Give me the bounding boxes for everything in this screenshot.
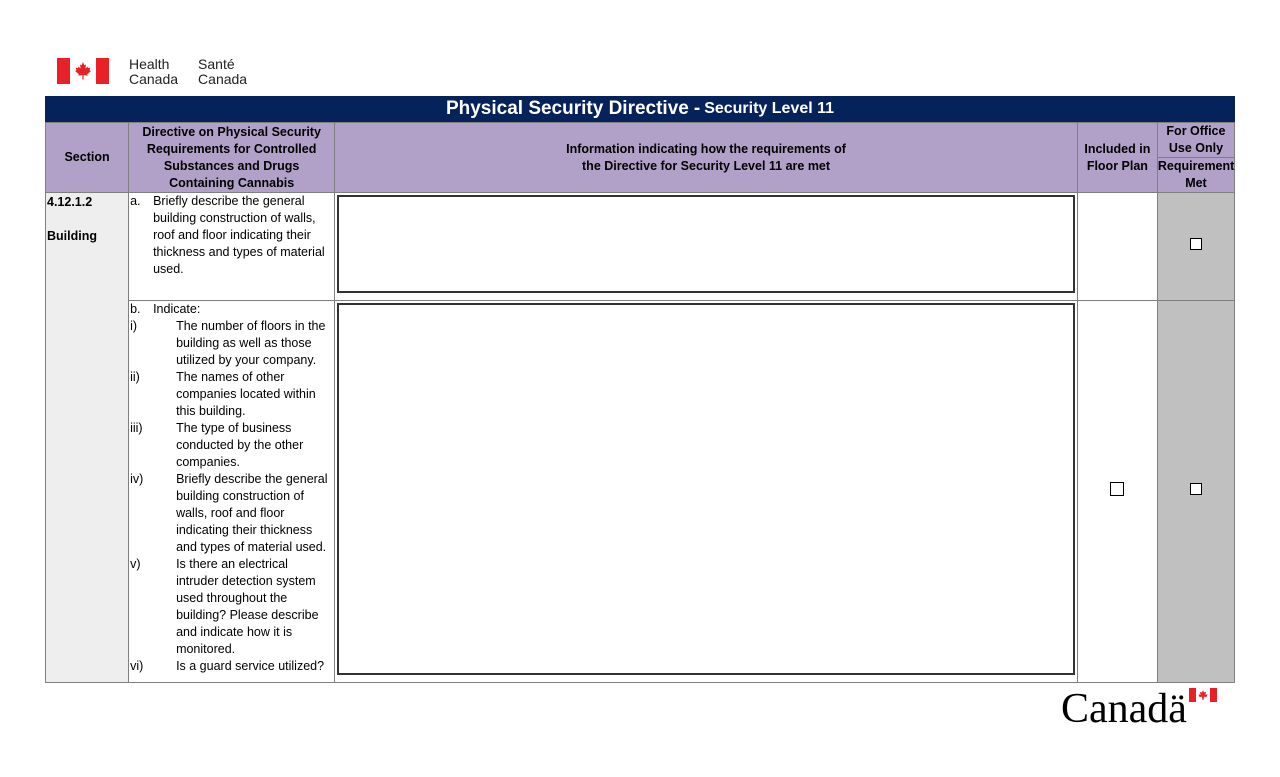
list-item xyxy=(130,556,333,658)
requirement-met-checkbox[interactable] xyxy=(1190,483,1202,495)
req-header-line2: Met xyxy=(1185,176,1207,190)
section-number: 4.12.1.2 xyxy=(47,195,93,209)
header-row-1 xyxy=(46,123,1235,158)
sub-marker: i) xyxy=(130,319,138,333)
sub-marker: iii) xyxy=(130,421,143,435)
sub-marker: v) xyxy=(130,557,141,571)
sub-marker: ii) xyxy=(130,370,140,384)
directive-cell-b xyxy=(129,301,335,683)
item-marker: b. xyxy=(130,302,141,316)
dept-en-line2: Canada xyxy=(129,71,179,87)
title-sub: Security Level 11 xyxy=(704,100,835,117)
canada-wordmark xyxy=(1061,686,1221,731)
col-header-section: Section xyxy=(46,123,129,193)
req-header-line1: Requirement xyxy=(1157,159,1235,173)
included-cell-b xyxy=(1077,301,1157,683)
title-main: Physical Security Directive xyxy=(445,98,689,119)
sub-text: The names of other companies located within this building. xyxy=(176,370,316,418)
info-input-b[interactable] xyxy=(337,303,1075,675)
office-header-line1: For Office xyxy=(1166,124,1226,138)
security-directive-form xyxy=(45,96,1235,683)
wordmark-flag-icon xyxy=(1189,688,1217,702)
section-name: Building xyxy=(47,229,97,243)
info-header-line2: the Directive for Security Level 11 are met xyxy=(582,158,831,173)
list-item xyxy=(130,658,333,675)
list-item xyxy=(130,369,333,420)
title-separator: - xyxy=(693,98,701,119)
col-header-included xyxy=(1077,123,1157,193)
item-text: Briefly describe the general building construction of walls, roof and floor indicating their thickness and types of material used. xyxy=(153,194,325,276)
col-header-requirement-met xyxy=(1157,158,1234,193)
list-item xyxy=(130,471,333,556)
directive-cell-a xyxy=(129,193,335,301)
health-canada-logo xyxy=(57,57,247,85)
item-marker: a. xyxy=(130,194,141,208)
list-item xyxy=(130,420,333,471)
included-header-line2: Floor Plan xyxy=(1086,158,1148,173)
sub-marker: iv) xyxy=(130,472,144,486)
sub-text: Is a guard service utilized? xyxy=(176,659,325,673)
sub-text: The type of business conducted by the other companies. xyxy=(176,421,304,469)
dept-fr-line1: Santé xyxy=(198,56,235,72)
directive-table xyxy=(45,122,1235,683)
info-input-a[interactable] xyxy=(337,195,1075,293)
info-header-line1: Information indicating how the requirements of xyxy=(566,141,846,156)
sub-marker: vi) xyxy=(130,659,144,673)
included-floor-plan-checkbox[interactable] xyxy=(1110,482,1124,496)
office-cell-b xyxy=(1157,301,1234,683)
sub-text: Briefly describe the general building construction of walls, roof and floor indicating their thickness and types of material used. xyxy=(176,472,328,554)
list-item xyxy=(130,318,333,369)
wordmark-text: Canadä xyxy=(1061,686,1187,726)
table-row xyxy=(46,193,1235,301)
item-text: Indicate: xyxy=(153,302,201,316)
info-cell-b xyxy=(335,301,1078,683)
requirement-met-checkbox[interactable] xyxy=(1190,238,1202,250)
section-cell xyxy=(46,193,129,683)
office-cell-a xyxy=(1157,193,1234,301)
info-cell-a xyxy=(335,193,1078,301)
col-header-info xyxy=(335,123,1078,193)
sub-text: The number of floors in the building as well as those utilized by your company. xyxy=(176,319,326,367)
dept-en-line1: Health xyxy=(129,56,170,72)
table-row xyxy=(46,301,1235,683)
title-bar xyxy=(45,96,1235,122)
included-cell-a xyxy=(1077,193,1157,301)
sub-text: Is there an electrical intruder detection system used throughout the building? Please describe and indicate how it is monitored. xyxy=(176,557,319,656)
col-header-directive: Directive on Physical Security Requirements for Controlled Substances and Drugs Containing Cannabis xyxy=(129,123,335,193)
office-header-line2: Use Only xyxy=(1168,141,1224,155)
included-header-line1: Included in xyxy=(1084,141,1151,156)
canada-flag-icon xyxy=(57,58,109,84)
dept-fr-line2: Canada xyxy=(198,71,248,87)
col-header-office xyxy=(1157,123,1234,158)
